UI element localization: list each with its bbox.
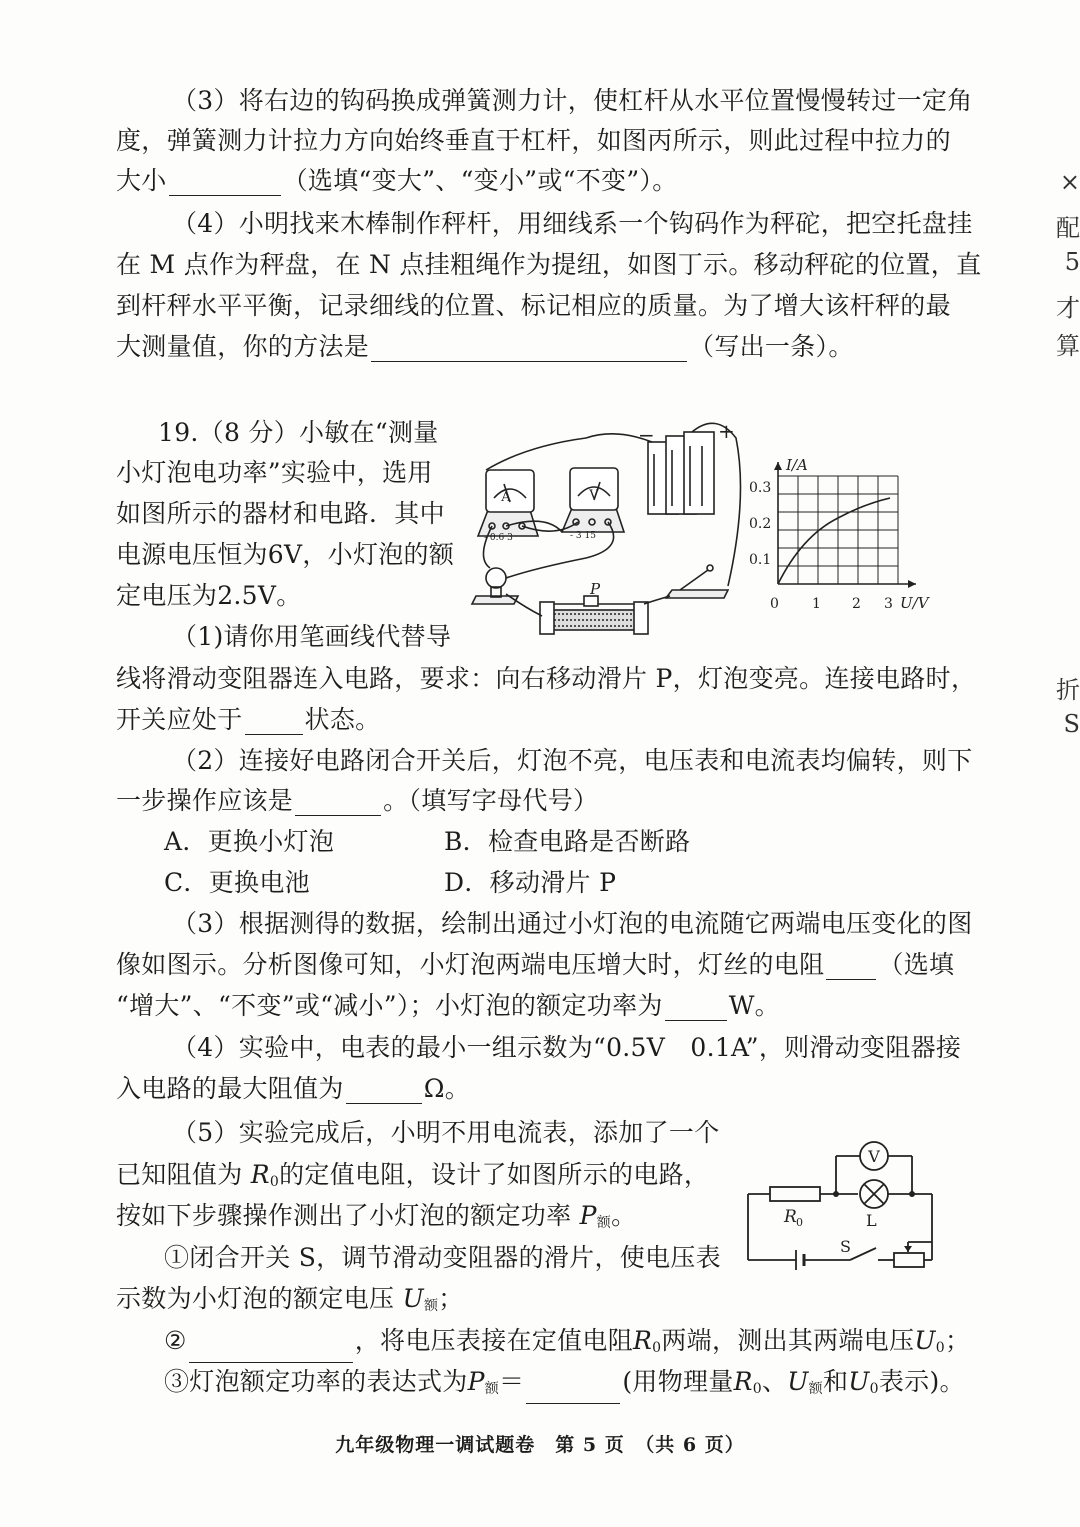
- battery-plus: +: [718, 419, 735, 443]
- q18-p4-line4: [116, 332, 854, 362]
- lamp-icon: [472, 568, 518, 604]
- q19-p2-text-b: 。（填写字母代号）: [383, 786, 599, 815]
- q18-p4-line2: 在 M 点作为秤盘，在 N 点挂粗绳作为提纽，如图丁示。移动秤砣的位置，直: [116, 250, 982, 279]
- q19-step2-text-c: 两端，测出其两端电压: [661, 1326, 915, 1355]
- circuit-diagram: [740, 1138, 940, 1278]
- graph-ylabel: I/A: [786, 456, 808, 474]
- slider-label: P: [590, 580, 601, 598]
- edge-char-2: 配: [1056, 214, 1080, 242]
- rheostat-symbol: [894, 1253, 924, 1267]
- edge-char-7: S: [1063, 710, 1080, 738]
- q19-p3-resistance-blank[interactable]: [826, 955, 876, 980]
- q19-p4-text-a: 入电路的最大阻值为: [116, 1074, 344, 1103]
- q18-p4-line3: 到杆秤水平平衡，记录细线的位置、标记相应的质量。为了增大该杆秤的最: [116, 291, 951, 320]
- graph-ytick-0.1: 0.1: [749, 552, 772, 568]
- ammeter-label: A: [501, 490, 511, 505]
- q19-step1-text: 示数为小灯泡的额定电压: [116, 1284, 395, 1313]
- q19-p4-text-b: Ω。: [423, 1074, 471, 1103]
- q19-p1-answer-blank[interactable]: [245, 710, 303, 735]
- graph-ytick-0.2: 0.2: [749, 516, 772, 532]
- q18-p3-line1: （3）将右边的钩码换成弹簧测力计，使杠杆从水平位置慢慢转过一定角: [172, 86, 973, 115]
- q19-p5-line2: [116, 1160, 709, 1197]
- circuit-switch-label: S: [840, 1237, 851, 1256]
- graph-x-arrow: [908, 580, 916, 588]
- q19-p2-answer-blank[interactable]: [295, 791, 381, 816]
- battery-icon: [648, 432, 714, 514]
- q19-p5-text-b: 的定值电阻，设计了如图所示的电路，: [279, 1160, 710, 1189]
- q19-step3-line: [164, 1367, 965, 1404]
- symbol-r-step3: R: [733, 1367, 753, 1396]
- q19-option-d: D．移动滑片 P: [444, 868, 617, 897]
- q19-p1-line3: [116, 705, 380, 735]
- q19-p4-answer-blank[interactable]: [346, 1079, 422, 1104]
- apparatus-figure: [466, 418, 756, 646]
- q18-p4-answer-blank[interactable]: [371, 337, 687, 362]
- q18-p3-line2: 度，弹簧测力计拉力方向始终垂直于杠杆，如图丙所示，则此过程中拉力的: [116, 126, 951, 155]
- q19-step3-sep: 、: [761, 1367, 788, 1396]
- edge-char-6: 折: [1056, 676, 1080, 704]
- symbol-r: R: [250, 1160, 270, 1189]
- symbol-u0-sub: 0: [935, 1340, 945, 1356]
- switch-symbol: [850, 1248, 876, 1260]
- q19-step2-text-a: ②: [164, 1326, 187, 1355]
- symbol-r-step2-sub: 0: [652, 1340, 662, 1356]
- q19-option-c: C．更换电池: [164, 868, 310, 897]
- circuit-r0-label: R: [784, 1207, 797, 1227]
- q19-p5-line1: （5）实验完成后，小明不用电流表，添加了一个: [172, 1118, 720, 1147]
- symbol-u-step3-sub: 额: [808, 1381, 823, 1397]
- q19-p4-line2: [116, 1074, 470, 1104]
- q18-p3-answer-blank[interactable]: [169, 171, 281, 196]
- q19-p5-text-c: 按如下步骤操作测出了小灯泡的额定功率: [116, 1201, 572, 1230]
- q19-step1-line2: 示数为小灯泡的额定电压 $U_额$；: [116, 1284, 464, 1314]
- q19-p3-text-a: 像如图示。分析图像可知，小灯泡两端电压增大时，灯丝的电阻: [116, 950, 825, 979]
- voltmeter-label: V: [589, 488, 599, 503]
- q19-step2-text-b: ，将电压表接在定值电阻: [354, 1326, 634, 1355]
- q19-step3-answer-blank[interactable]: [526, 1379, 620, 1404]
- symbol-p-step3-sub: 额: [484, 1381, 500, 1397]
- q18-p4-text-a: 大测量值，你的方法是: [116, 332, 370, 361]
- q19-p3-text-c: “增大”、“不变”或“减小”）；小灯泡的额定功率为: [116, 991, 663, 1020]
- q19-step2-line: ② ，将电压表接在定值电阻$R_0$两端，测出其两端电压$U_0$；: [164, 1326, 970, 1363]
- q19-p3-text-b: （选填: [878, 950, 955, 979]
- symbol-u0: U: [914, 1326, 936, 1355]
- q19-p1-line1: （1)请你用笔画线代替导: [172, 622, 452, 651]
- q19-step3-text-a: ③灯泡额定功率的表达式为: [164, 1367, 468, 1396]
- q19-p2-line1: （2）连接好电路闭合开关后，灯泡不亮，电压表和电流表均偏转，则下: [172, 746, 973, 775]
- q19-p1-text-b: 状态。: [304, 705, 381, 734]
- q19-p1-line2: 线将滑动变阻器连入电路，要求：向右移动滑片 P，灯泡变亮。连接电路时，: [116, 664, 977, 693]
- q19-intro-line2: 小灯泡电功率”实验中，选用: [116, 458, 433, 487]
- q19-step1-line1: ①闭合开关 S，调节滑动变阻器的滑片，使电压表: [164, 1243, 721, 1272]
- q18-p3-text-a: 大小: [116, 166, 167, 195]
- graph-xtick-1: 1: [812, 596, 821, 612]
- symbol-u: U: [402, 1284, 424, 1313]
- graph-xtick-3: 3: [884, 596, 893, 612]
- q18-p4-line1: （4）小明找来木棒制作秤杆，用细线系一个钩码作为秤砣，把空托盘挂: [172, 209, 973, 238]
- graph-xtick-2: 2: [852, 596, 861, 612]
- q19-p2-text-a: 一步操作应该是: [116, 786, 294, 815]
- q19-p5-text-a: 已知阻值为: [116, 1160, 243, 1189]
- edge-char-1: ×: [1059, 168, 1080, 196]
- iu-curve: [778, 498, 890, 584]
- q19-step3-eq: ＝: [499, 1367, 525, 1396]
- q19-intro-line3: 如图所示的器材和电路．其中: [116, 499, 445, 528]
- symbol-u0-step3: U: [848, 1367, 870, 1396]
- symbol-r-step2: R: [633, 1326, 653, 1355]
- ammeter-terminals: - 0.6 3: [484, 533, 513, 543]
- circuit-voltmeter-label: V: [868, 1147, 880, 1166]
- graph-xtick-0: 0: [770, 596, 779, 612]
- edge-char-4: 才: [1056, 294, 1080, 322]
- iu-graph: [746, 452, 942, 620]
- q19-p3-line2: [116, 950, 954, 980]
- q19-p3-power-blank[interactable]: [665, 996, 727, 1021]
- symbol-p-sub: 额: [596, 1215, 612, 1231]
- page-footer: 九年级物理一调试题卷 第 5 页 （共 6 页）: [335, 1434, 745, 1456]
- q19-intro-line1: 19.（8 分）小敏在“测量: [158, 418, 439, 447]
- q19-step3-text-d: 表示)。: [878, 1367, 965, 1396]
- symbol-r-sub: 0: [269, 1174, 280, 1190]
- q19-step3-text-c: 和: [822, 1367, 849, 1396]
- q19-step2-answer-blank[interactable]: [189, 1338, 353, 1363]
- q19-p3-line3: [116, 991, 780, 1021]
- graph-ytick-0.3: 0.3: [749, 480, 772, 496]
- symbol-u0-step3-sub: 0: [869, 1381, 879, 1397]
- battery-minus: −: [638, 423, 655, 447]
- q19-p4-line1: （4）实验中，电表的最小一组示数为“0.5V 0.1A”，则滑动变阻器接: [172, 1033, 962, 1062]
- resistor-r0: [770, 1187, 820, 1201]
- symbol-r-step3-sub: 0: [752, 1381, 762, 1397]
- q19-option-b: B．检查电路是否断路: [444, 827, 691, 856]
- rheostat-icon: [540, 596, 648, 634]
- q18-p3-text-b: （选填“变大”、“变小”或“不变”）。: [282, 166, 678, 195]
- circuit-lamp-label: L: [866, 1211, 877, 1230]
- q19-p3-line1: （3）根据测得的数据，绘制出通过小灯泡的电流随它两端电压变化的图: [172, 909, 973, 938]
- graph-y-arrow: [774, 462, 782, 470]
- q19-p5-line3: 按如下步骤操作测出了小灯泡的额定功率 $P_额$。: [116, 1201, 637, 1231]
- graph-xlabel: U/V: [900, 594, 929, 612]
- q19-p1-text-a: 开关应处于: [116, 705, 243, 734]
- q18-p4-text-b: （写出一条）。: [689, 332, 854, 361]
- symbol-p-step3: P: [467, 1367, 485, 1396]
- q19-option-a: A．更换小灯泡: [164, 827, 335, 856]
- voltmeter-terminals: - 3 15: [570, 531, 596, 541]
- q19-p2-line2: [116, 786, 598, 816]
- q18-p3-line3: [116, 166, 678, 196]
- symbol-p: P: [579, 1201, 597, 1230]
- q19-intro-line5: 定电压为2.5V。: [116, 581, 302, 610]
- edge-char-5: 算: [1056, 332, 1080, 360]
- q19-intro-line4: 电源电压恒为6V，小灯泡的额: [116, 540, 455, 569]
- q19-step3-text-b: (用物理量: [622, 1367, 734, 1396]
- q19-p3-text-d: W。: [728, 991, 780, 1020]
- symbol-u-step3: U: [787, 1367, 809, 1396]
- edge-char-3: 5: [1064, 248, 1080, 276]
- circuit-r0-sub: 0: [796, 1216, 803, 1229]
- switch-icon: [666, 565, 728, 598]
- symbol-u-sub: 额: [423, 1298, 439, 1314]
